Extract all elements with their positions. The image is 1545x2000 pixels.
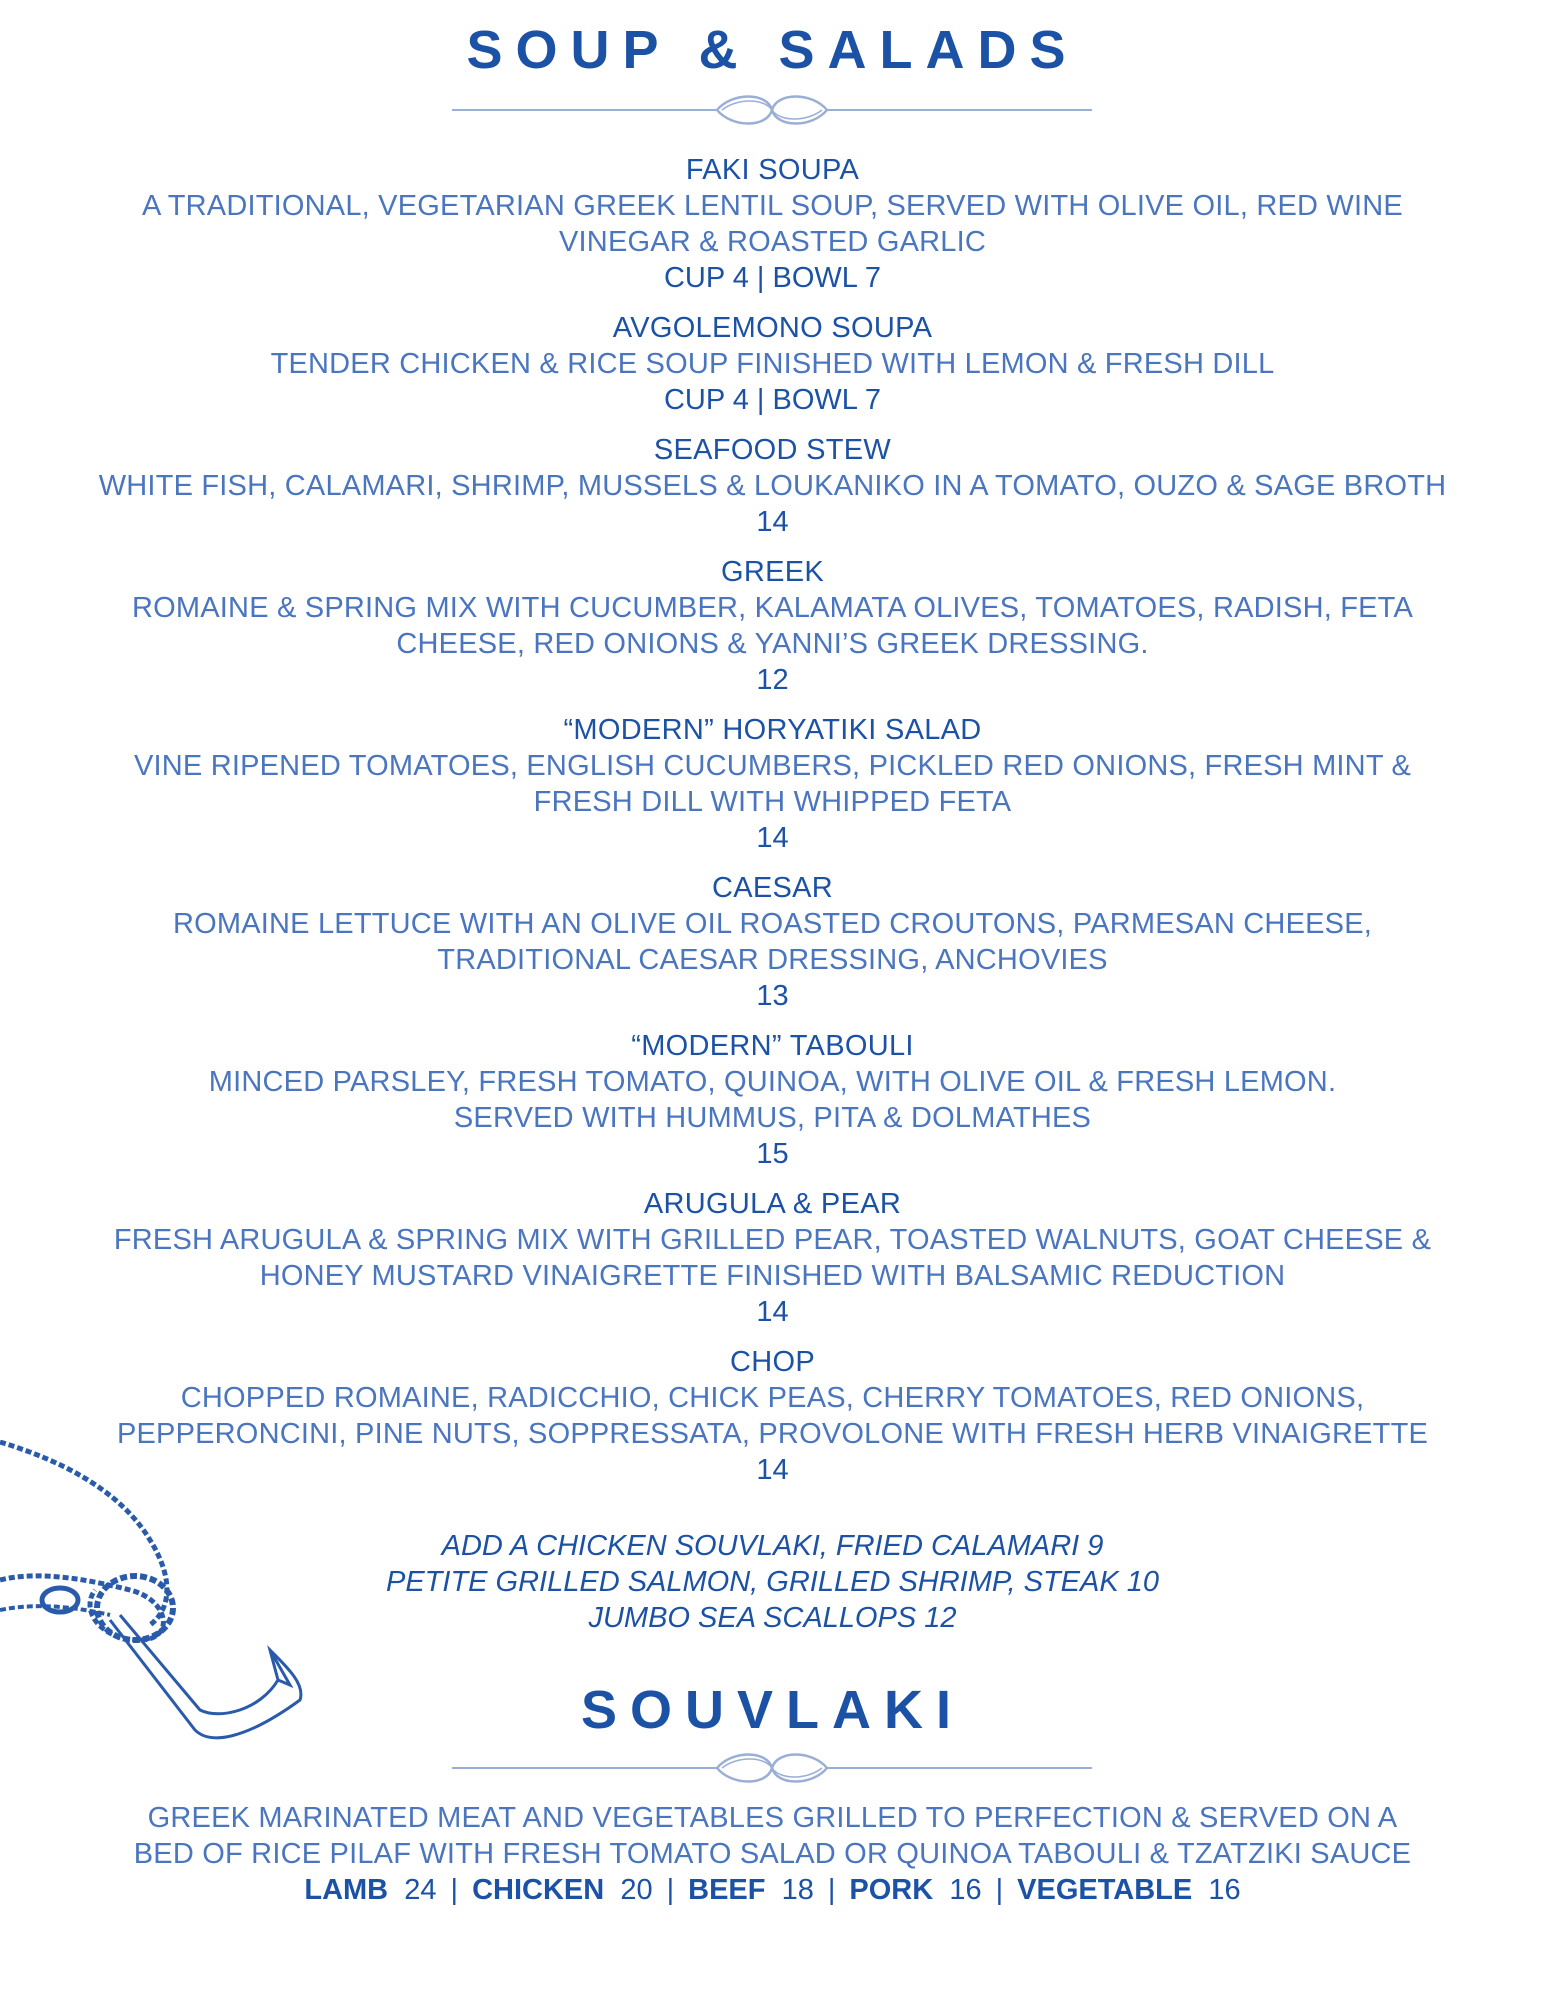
item-price: 14 xyxy=(756,1296,789,1328)
item-description: FRESH DILL WITH WHIPPED FETA xyxy=(533,786,1012,818)
souvlaki-option-name: BEEF xyxy=(688,1874,766,1906)
item-description: SERVED WITH HUMMUS, PITA & DOLMATHES xyxy=(453,1102,1092,1134)
rope-knot-divider-icon xyxy=(452,1746,1092,1790)
item-description: VINE RIPENED TOMATOES, ENGLISH CUCUMBERS, PICKLED RED ONIONS, FRESH MINT & xyxy=(133,750,1412,782)
addon-line: PETITE GRILLED SALMON, GRILLED SHRIMP, STEAK 10 xyxy=(385,1566,1160,1598)
item-description: VINEGAR & ROASTED GARLIC xyxy=(559,226,986,258)
souvlaki-option-price: 16 xyxy=(949,1874,982,1906)
item-description: CHEESE, RED ONIONS & YANNI’S GREEK DRESSING. xyxy=(396,628,1149,660)
addons-block xyxy=(0,1528,1545,1636)
item-name: CHOP xyxy=(730,1346,815,1378)
menu-item xyxy=(40,554,1505,698)
item-name: “MODERN” HORYATIKI SALAD xyxy=(563,714,982,746)
item-name: FAKI SOUPA xyxy=(685,154,860,186)
rope-knot-divider-icon xyxy=(452,88,1092,132)
souvlaki-price-row xyxy=(40,1872,1505,1908)
item-name: ARUGULA & PEAR xyxy=(643,1188,902,1220)
soup-salads-list xyxy=(40,152,1505,1502)
item-description: CHOPPED ROMAINE, RADICCHIO, CHICK PEAS, CHERRY TOMATOES, RED ONIONS, xyxy=(180,1382,1365,1414)
item-description: TENDER CHICKEN & RICE SOUP FINISHED WITH LEMON & FRESH DILL xyxy=(270,348,1275,380)
price-separator: | xyxy=(666,1874,675,1906)
souvlaki-option-name: VEGETABLE xyxy=(1017,1874,1193,1906)
menu-item xyxy=(40,1186,1505,1330)
item-price: CUP 4 | BOWL 7 xyxy=(663,262,882,294)
item-name: GREEK xyxy=(720,556,825,588)
menu-item xyxy=(40,152,1505,296)
item-name: AVGOLEMONO SOUPA xyxy=(612,312,933,344)
item-price: 14 xyxy=(756,506,789,538)
souvlaki-title: SOUVLAKI xyxy=(580,1680,965,1740)
item-price: 13 xyxy=(756,980,789,1012)
menu-item xyxy=(40,310,1505,418)
addon-line: JUMBO SEA SCALLOPS 12 xyxy=(588,1602,957,1634)
item-description: A TRADITIONAL, VEGETARIAN GREEK LENTIL SOUP, SERVED WITH OLIVE OIL, RED WINE xyxy=(142,190,1403,222)
souvlaki-block xyxy=(40,1800,1505,1908)
souvlaki-option-price: 20 xyxy=(620,1874,653,1906)
price-separator: | xyxy=(827,1874,836,1906)
item-description: MINCED PARSLEY, FRESH TOMATO, QUINOA, WITH OLIVE OIL & FRESH LEMON. xyxy=(208,1066,1337,1098)
souvlaki-option-name: LAMB xyxy=(304,1874,389,1906)
item-description: HONEY MUSTARD VINAIGRETTE FINISHED WITH BALSAMIC REDUCTION xyxy=(259,1260,1286,1292)
soup-salads-title: SOUP & SALADS xyxy=(466,20,1079,80)
menu-item xyxy=(40,712,1505,856)
price-separator: | xyxy=(450,1874,459,1906)
item-name: SEAFOOD STEW xyxy=(653,434,892,466)
souvlaki-option-price: 24 xyxy=(404,1874,437,1906)
souvlaki-option-price: 16 xyxy=(1208,1874,1241,1906)
souvlaki-desc-line: GREEK MARINATED MEAT AND VEGETABLES GRILLED TO PERFECTION & SERVED ON A xyxy=(147,1802,1398,1834)
souvlaki-desc-line: BED OF RICE PILAF WITH FRESH TOMATO SALAD OR QUINOA TABOULI & TZATZIKI SAUCE xyxy=(133,1838,1412,1870)
item-name: CAESAR xyxy=(711,872,834,904)
item-price: 12 xyxy=(756,664,789,696)
souvlaki-option-name: PORK xyxy=(849,1874,934,1906)
item-description: FRESH ARUGULA & SPRING MIX WITH GRILLED PEAR, TOASTED WALNUTS, GOAT CHEESE & xyxy=(113,1224,1432,1256)
price-separator: | xyxy=(995,1874,1004,1906)
menu-item xyxy=(40,432,1505,540)
souvlaki-option-name: CHICKEN xyxy=(472,1874,605,1906)
item-price: 14 xyxy=(756,822,789,854)
item-description: TRADITIONAL CAESAR DRESSING, ANCHOVIES xyxy=(437,944,1108,976)
item-description: ROMAINE LETTUCE WITH AN OLIVE OIL ROASTED CROUTONS, PARMESAN CHEESE, xyxy=(172,908,1373,940)
item-name: “MODERN” TABOULI xyxy=(631,1030,914,1062)
item-description: WHITE FISH, CALAMARI, SHRIMP, MUSSELS & LOUKANIKO IN A TOMATO, OUZO & SAGE BROTH xyxy=(98,470,1447,502)
souvlaki-option-price: 18 xyxy=(781,1874,814,1906)
item-description: PEPPERONCINI, PINE NUTS, SOPPRESSATA, PROVOLONE WITH FRESH HERB VINAIGRETTE xyxy=(116,1418,1429,1450)
menu-item xyxy=(40,870,1505,1014)
menu-item xyxy=(40,1028,1505,1172)
item-description: ROMAINE & SPRING MIX WITH CUCUMBER, KALAMATA OLIVES, TOMATOES, RADISH, FETA xyxy=(132,592,1413,624)
addon-line: ADD A CHICKEN SOUVLAKI, FRIED CALAMARI 9 xyxy=(441,1530,1104,1562)
item-price: 14 xyxy=(756,1454,789,1486)
item-price: CUP 4 | BOWL 7 xyxy=(663,384,882,416)
item-price: 15 xyxy=(756,1138,789,1170)
